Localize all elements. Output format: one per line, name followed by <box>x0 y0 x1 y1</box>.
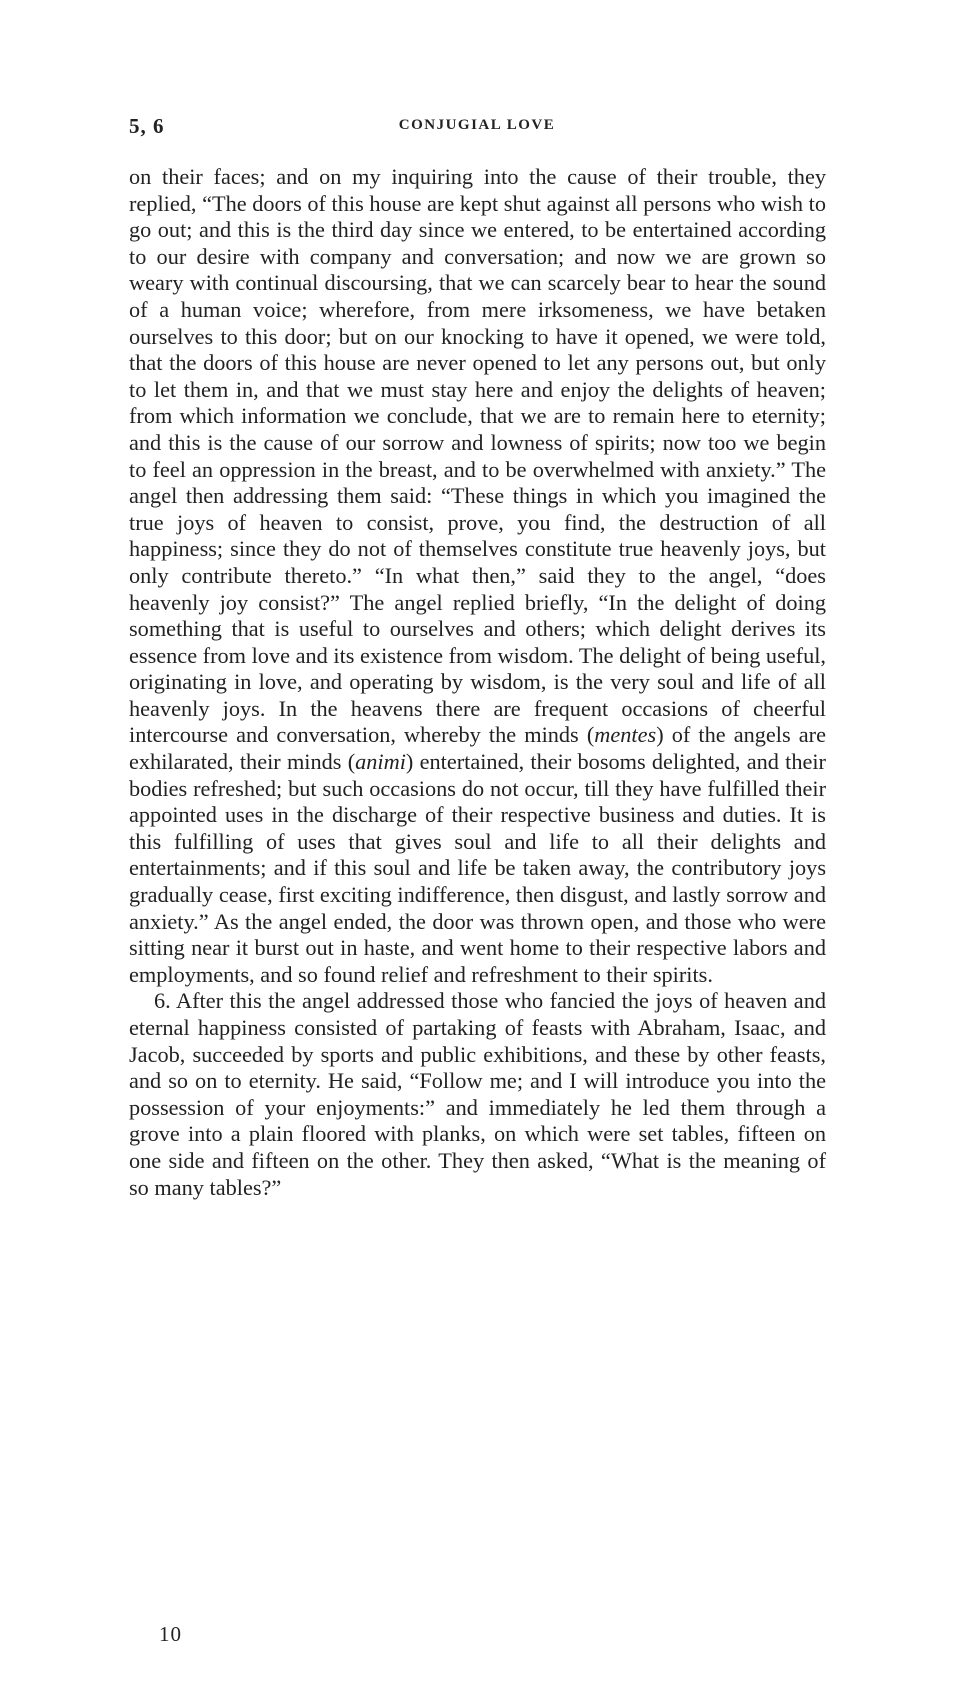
latin-term-animi: animi <box>355 749 406 775</box>
running-title: CONJUGIAL LOVE <box>398 117 556 133</box>
body-text <box>129 164 826 1201</box>
paragraph-text: on their faces; and on my inquiring into the cause of their trouble, they replied, “The doors of this house are kept shut against all persons who wish to go out; and this is the third day since we entered, to be entertained according to our desire with company and conversation; and now we are grown so weary with continual discoursing, that we can scarcely bear to hear the sound of a human voice; wherefore, from mere irksomeness, we have betaken ourselves to this door; but on our knocking to have it opened, we were told, that the doors of this house are never opened to let any persons out, but only to let them in, and that we must stay here and enjoy the delights of heaven; from which information we conclude, that we are to remain here to eternity; and this is the cause of our sorrow and lowness of spirits; now too we begin to feel an oppression in the breast, and to be overwhelmed with anxiety.” The angel then addressing them said: “These things in which you imagined the true joys of heaven to consist, prove, you find, the destruction of all happiness; since they do not of themselves constitute true heavenly joys, but only contribute thereto.” “In what then,” said they to the angel, “does heavenly joy consist?” The angel replied briefly, “In the delight of doing something that is useful to ourselves and others; which delight derives its essence from love and its existence from wisdom. The delight of being useful, originating in love, and operating by wisdom, is the very soul and life of all heavenly joys. In the heavens there are frequent occasions of cheerful intercourse and conversation, whereby the minds ( <box>129 164 826 748</box>
latin-term-mentes: mentes <box>594 722 657 748</box>
paragraph-section-6: 6. After this the angel addressed those who fancied the joys of heaven and eternal happiness consisted of partaking of feasts with Abraham, Isaac, and Jacob, succeeded by sports and public exhibitions, and these by other feasts, and so on to eternity. He said, “Follow me; and I will introduce you into the possession of your enjoyments:” and immediately he led them through a grove into a plain floored with planks, on which were set tables, fifteen on one side and fifteen on the other. They then asked, “What is the meaning of so many tables?” <box>129 988 826 1200</box>
paragraph-text: ) entertained, their bosoms delighted, and their bodies refreshed; but such occasions do not occur, till they have fulfilled their appointed uses in the discharge of their respective business and duties. It is this fulfilling of uses that gives soul and life to all their delights and entertainments; and if this soul and life be taken away, the contributory joys gradually cease, first exciting indifference, then disgust, and lastly sorrow and anxiety.” As the angel ended, the door was thrown open, and those who were sitting near it burst out in haste, and went home to their respective labors and employments, and so found relief and refreshment to their spirits. <box>129 749 826 987</box>
page-header <box>129 114 825 142</box>
signature-mark: 10 <box>159 1622 182 1646</box>
section-reference: 5, 6 <box>129 114 165 138</box>
paragraph-continued <box>129 164 826 988</box>
paragraph-text: ) of the angels are exhilarated, their minds ( <box>129 722 826 775</box>
